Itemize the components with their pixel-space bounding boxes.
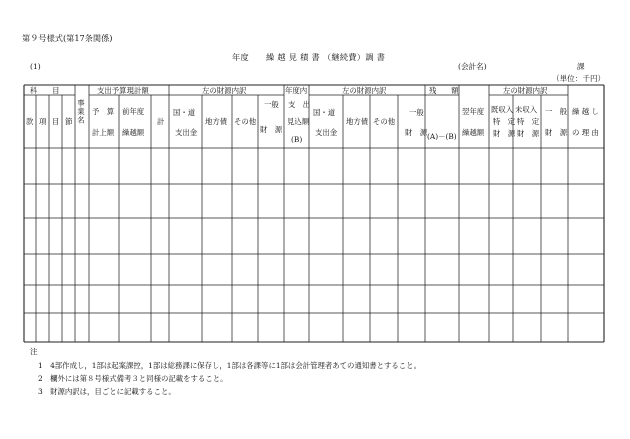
shishutsu-mikomi-b: (B) bbox=[291, 135, 303, 144]
yosan-keijou-2: 計上額 bbox=[92, 128, 115, 137]
mishuunyuu-3: 財 源 bbox=[517, 129, 540, 138]
kishuunyuu-1: 既収入 bbox=[491, 105, 514, 114]
ippan-zaigen-2: 財 源 bbox=[260, 125, 283, 134]
kurikoshi-riyuu-2: の 理 由 bbox=[572, 128, 599, 137]
zangaku-header: 残 額 bbox=[429, 86, 459, 95]
document-title: 年度 繰 越 見 積 書 （継続費）調 書 bbox=[232, 52, 386, 62]
moku-header: 目 bbox=[52, 117, 60, 126]
sonota-header: その他 bbox=[234, 117, 257, 126]
shishutsu-mikomi-1: 支 出 bbox=[288, 100, 311, 109]
ippan-zaigen-b-1: 一般 bbox=[409, 108, 424, 117]
section-label: 課 bbox=[577, 62, 585, 71]
form-number: 第９号様式(第17条関係) bbox=[22, 33, 113, 43]
kamoku-header: 科 目 bbox=[30, 86, 60, 95]
note-1: 1 4部作成し，1部は起案課控，1部は総務課に保存し，1部は各課等に1部は会計管理者あての通知書とすること。 bbox=[38, 361, 421, 370]
accounting-name-label: (会計名) bbox=[458, 62, 487, 71]
yokunendo-kurikoshi-2: 繰越額 bbox=[462, 128, 485, 137]
ippan-zaigen-1: 一般 bbox=[264, 100, 279, 109]
kou-header: 項 bbox=[39, 117, 47, 126]
kishuunyuu-3: 財 源 bbox=[493, 129, 516, 138]
ippan-zaigen-b-2: 財 源 bbox=[405, 128, 428, 137]
chihousai-header: 地方債 bbox=[205, 117, 228, 126]
kokudou-shishutsukin-b-2: 支出金 bbox=[315, 128, 338, 137]
zennendo-kurikoshi-1: 前年度 bbox=[122, 107, 145, 116]
mishuunyuu-1: 未収入 bbox=[515, 105, 538, 114]
kei-header: 計 bbox=[157, 117, 165, 126]
yokunendo-kurikoshi-1: 翌年度 bbox=[462, 107, 485, 116]
zennendo-kurikoshi-2: 繰越額 bbox=[122, 128, 145, 137]
zaigen-uchiwake-1-header: 左の財源内訳 bbox=[202, 86, 247, 95]
zaigen-uchiwake-2-header: 左の財源内訳 bbox=[342, 86, 387, 95]
sheet-number: (1) bbox=[30, 62, 41, 71]
ippan-zaigen-c-1: 一 般 bbox=[545, 107, 568, 116]
mishuunyuu-2: 特 定 bbox=[517, 117, 540, 126]
kan-header: 款 bbox=[26, 117, 34, 126]
shishutsu-yosan-header: 支出予算現計額 bbox=[97, 86, 149, 95]
ippan-zaigen-c-2: 財 源 bbox=[545, 128, 568, 137]
kokudou-shishutsukin-1: 国・道 bbox=[173, 108, 196, 117]
shishutsu-mikomi-2: 見込額 bbox=[287, 117, 310, 126]
jigyoumei-header: 事業名 bbox=[76, 99, 86, 125]
zangaku-formula: (A)－(B) bbox=[427, 132, 457, 141]
kokudou-shishutsukin-2: 支出金 bbox=[175, 128, 198, 137]
notes-heading: 注 bbox=[30, 347, 38, 356]
note-3: 3 財源内訳は，目ごとに記載すること。 bbox=[38, 387, 176, 396]
nendonai-header: 年度内 bbox=[285, 86, 308, 95]
unit-label: （単位：千円） bbox=[552, 74, 606, 83]
kishuunyuu-2: 特 定 bbox=[493, 117, 516, 126]
zaigen-uchiwake-3-header: 左の財源内訳 bbox=[503, 86, 548, 95]
note-2: 2 欄外には第８号様式備考３と同様の記載をすること。 bbox=[38, 374, 228, 383]
setsu-header: 節 bbox=[65, 117, 73, 126]
kokudou-shishutsukin-b-1: 国・道 bbox=[313, 108, 336, 117]
sonota-header-2: その他 bbox=[373, 117, 396, 126]
kurikoshi-riyuu-1: 繰 越 し bbox=[572, 107, 599, 116]
chihousai-header-2: 地方債 bbox=[346, 117, 369, 126]
yosan-keijou-1: 予 算 bbox=[92, 107, 115, 116]
